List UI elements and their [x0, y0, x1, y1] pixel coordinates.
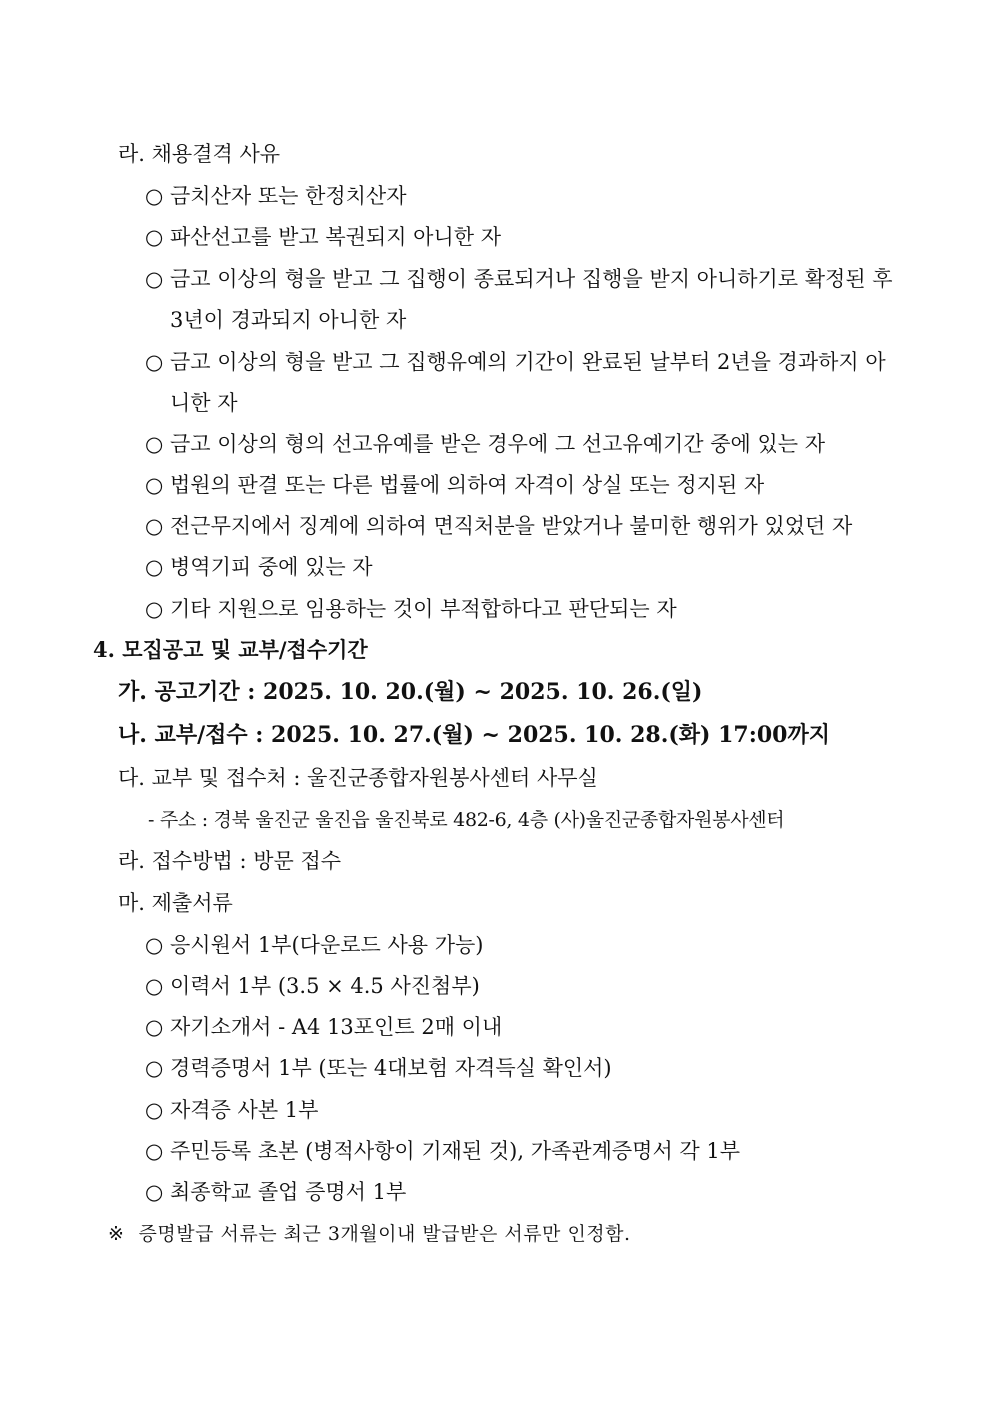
document-item: ○ 최종학교 졸업 증명서 1부	[145, 1180, 407, 1204]
section-heading: 4. 모집공고 및 교부/접수기간	[93, 637, 368, 662]
list-item: ○ 파산선고를 받고 복권되지 아니한 자	[145, 225, 501, 249]
document-item: ○ 주민등록 초본 (병적사항이 기재된 것), 가족관계증명서 각 1부	[145, 1139, 741, 1163]
list-item: ○ 금고 이상의 형을 받고 그 집행유예의 기간이 완료된 날부터 2년을 경과하지 아	[145, 350, 886, 374]
submission-method: 라. 접수방법 : 방문 접수	[118, 849, 342, 873]
list-item-continuation: 3년이 경과되지 아니한 자	[170, 308, 407, 332]
document-item: ○ 이력서 1부 (3.5 × 4.5 사진첨부)	[145, 974, 480, 998]
submission-place: 다. 교부 및 접수처 : 울진군종합자원봉사센터 사무실	[118, 766, 598, 790]
document-item: ○ 자기소개서 - A4 13포인트 2매 이내	[145, 1015, 503, 1039]
note-mark: ※	[108, 1223, 125, 1245]
address: - 주소 : 경북 울진군 울진읍 울진북로 482-6, 4층 (사)울진군종합자원봉사센터	[148, 809, 785, 831]
documents-heading: 마. 제출서류	[118, 891, 233, 915]
note-text: 증명발급 서류는 최근 3개월이내 발급받은 서류만 인정함.	[138, 1223, 631, 1245]
document-item: ○ 응시원서 1부(다운로드 사용 가능)	[145, 933, 484, 957]
submission-period: 나. 교부/접수 : 2025. 10. 27.(월) ~ 2025. 10. 28.(화) 17:00까지	[118, 722, 830, 748]
list-item: ○ 법원의 판결 또는 다른 법률에 의하여 자격이 상실 또는 정지된 자	[145, 473, 765, 497]
list-item: ○ 병역기피 중에 있는 자	[145, 555, 373, 579]
heading-disqualification: 라. 채용결격 사유	[118, 142, 281, 166]
list-item: ○ 기타 지원으로 임용하는 것이 부적합하다고 판단되는 자	[145, 597, 677, 621]
list-item: ○ 금고 이상의 형을 받고 그 집행이 종료되거나 집행을 받지 아니하기로 확정된 후	[145, 267, 893, 291]
list-item: ○ 금치산자 또는 한정치산자	[145, 184, 407, 208]
list-item: ○ 전근무지에서 징계에 의하여 면직처분을 받았거나 불미한 행위가 있었던 자	[145, 514, 853, 538]
posting-period: 가. 공고기간 : 2025. 10. 20.(월) ~ 2025. 10. 26.(일)	[118, 679, 703, 705]
document-item: ○ 경력증명서 1부 (또는 4대보험 자격득실 확인서)	[145, 1056, 612, 1080]
list-item-continuation: 니한 자	[170, 391, 238, 415]
list-item: ○ 금고 이상의 형의 선고유예를 받은 경우에 그 선고유예기간 중에 있는 자	[145, 432, 826, 456]
document-item: ○ 자격증 사본 1부	[145, 1098, 319, 1122]
note	[108, 1220, 631, 1248]
